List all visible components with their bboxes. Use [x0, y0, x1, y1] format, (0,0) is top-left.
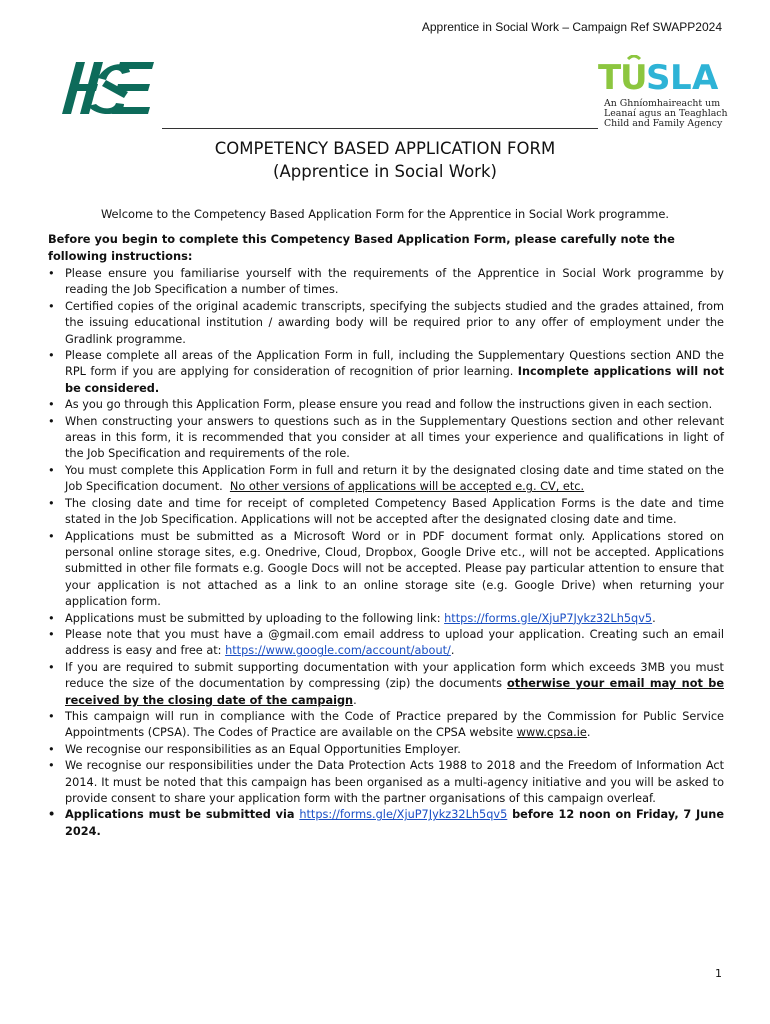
instruction-text: Please ensure you familiarise yourself with the requirements of the Apprentice in Social Work programme by reading the Job Specification a number of times.: [65, 267, 724, 297]
svg-text:T: T: [598, 58, 622, 95]
instruction-text: You must complete this Application Form in full and return it by the designated closing date and time stated on the Job Specification document.: [65, 463, 724, 494]
tusla-tagline-irish-1: An Ghníomhaireacht um: [604, 98, 721, 109]
tusla-tagline-irish-2: Leanaí agus an Teaghlach: [604, 108, 728, 119]
instruction-item: [48, 529, 724, 611]
instruction-text: This campaign will run in compliance with the Code of Practice prepared by the Commission for Public Service Appointments (CPSA). The Codes of Practice are available on the CPSA website: [65, 709, 724, 740]
instruction-item: • If you are required to submit supporting documentation with your application form which exceeds 3MB you must reduce the size of the documentation by compressing (zip) the documents otherwise your email may not be received by the closing date of the campaign.: [48, 660, 724, 709]
incomplete-warning: Incomplete applications will not be considered.: [65, 365, 725, 395]
instruction-item: [48, 397, 724, 413]
instruction-item: • Applications must be submitted by uploading to the following link: https://forms.gle/XjuP7Jykz32Lh5qv5.: [48, 611, 724, 627]
instructions-list: [48, 266, 724, 840]
svg-text:A: A: [692, 58, 719, 95]
instruction-text: We recognise our responsibilities as an Equal Opportunities Employer.: [65, 742, 461, 756]
instruction-item: [48, 414, 724, 463]
instruction-text: As you go through this Application Form, please ensure you read and follow the instructions given in each section.: [65, 398, 713, 412]
page-number: 1: [715, 967, 722, 980]
instructions-heading: Before you begin to complete this Competency Based Application Form, please carefully note the following instructions:: [48, 232, 675, 263]
instruction-item: [48, 807, 724, 840]
svg-text:L: L: [670, 58, 692, 95]
instruction-item: [48, 496, 724, 529]
instruction-text: When constructing your answers to questions such as in the Supplementary Questions section and other relevant areas in this form, it is recommended that you consider at all times your experience and qualifications in light of the Job Specification and requirements of the role.: [65, 414, 724, 461]
instruction-text: Applications must be submitted by uploading to the following link:: [65, 611, 441, 625]
tusla-tagline: [604, 99, 728, 129]
deadline-text: before 12 noon on Friday, 7 June 2024.: [65, 808, 725, 838]
submission-link[interactable]: https://forms.gle/XjuP7Jykz32Lh5qv5: [299, 808, 508, 822]
no-other-versions-note: No other versions of applications will be accepted e.g. CV, etc.: [229, 480, 585, 494]
instruction-item: [48, 348, 724, 397]
instruction-item: • This campaign will run in compliance with the Code of Practice prepared by the Commission for Public Service Appointments (CPSA). The Codes of Practice are available on the CPSA website www.cpsa.ie.: [48, 709, 724, 742]
instruction-item: • Please note that you must have a @gmail.com email address to upload your application. Creating such an email address is easy and free at: https://www.google.com/account/about/.: [48, 627, 724, 660]
tusla-wordmark: [598, 55, 724, 95]
header-divider: [162, 128, 598, 129]
tusla-logo: [598, 55, 728, 135]
svg-text:U: U: [620, 58, 648, 95]
google-account-link[interactable]: https://www.google.com/account/about/: [225, 644, 451, 658]
instruction-item: [48, 758, 724, 807]
hse-logo: [58, 54, 158, 124]
instruction-item: [48, 299, 724, 348]
instruction-text: Certified copies of the original academic transcripts, specifying the subjects studied and the grades attained, from the issuing educational institution / awarding body will be required prior to any offer of employment under the Gradlink programme.: [65, 299, 724, 346]
instruction-text: We recognise our responsibilities under the Data Protection Acts 1988 to 2018 and the Freedom of Information Act 2014. It must be noted that this campaign has been organised as a multi-agency initiative and you will be asked to provide consent to share your application form with the partner organisations of this campaign overleaf.: [65, 759, 724, 805]
svg-text:S: S: [646, 58, 671, 95]
instruction-text: Please note that you must have a @gmail.com email address to upload your application. Creating such an email address is easy and free at:: [65, 627, 724, 658]
upload-form-link[interactable]: https://forms.gle/XjuP7Jykz32Lh5qv5: [444, 611, 653, 625]
instruction-text: Please complete all areas of the Application Form in full, including the Supplementary Questions section AND the RPL form if you are applying for consideration of recognition of prior learning.: [65, 349, 724, 379]
instruction-item: [48, 463, 724, 496]
instruction-text: If you are required to submit supporting documentation with your application form which exceeds 3MB you must reduce the size of the documentation by compressing (zip) the documents: [65, 660, 724, 691]
instruction-text: Applications must be submitted via: [65, 808, 295, 822]
welcome-text: Welcome to the Competency Based Application Form for the Apprentice in Social Work programme.: [100, 207, 670, 221]
tusla-tagline-english: Child and Family Agency: [604, 118, 723, 129]
form-subtitle: (Apprentice in Social Work): [273, 162, 497, 181]
instruction-text: Applications must be submitted as a Microsoft Word or in PDF document format only. Applications stored on personal online storage sites, e.g. Onedrive, Cloud, Dropbox, Google Drive etc., will not be accepted. Applications submitted in other file formats e.g. Google Docs will not be accepted. Please pay particular attention to ensure that your application is not attached as a link to an online storage site (e.g. Google Drive) when returning your application form.: [65, 529, 724, 609]
instruction-text: The closing date and time for receipt of completed Competency Based Application Forms is the date and time stated in the Job Specification. Applications will not be accepted after the designated closing date and time.: [65, 496, 724, 527]
instruction-item: [48, 742, 724, 758]
form-title: COMPETENCY BASED APPLICATION FORM: [214, 139, 556, 158]
hse-logo-mark: [58, 54, 158, 124]
cpsa-website-link[interactable]: www.cpsa.ie: [516, 726, 587, 740]
email-size-warning: otherwise your email may not be received by the closing date of the campaign: [65, 677, 725, 707]
running-header: Apprentice in Social Work – Campaign Ref SWAPP2024: [421, 20, 722, 34]
instruction-item: [48, 266, 724, 299]
